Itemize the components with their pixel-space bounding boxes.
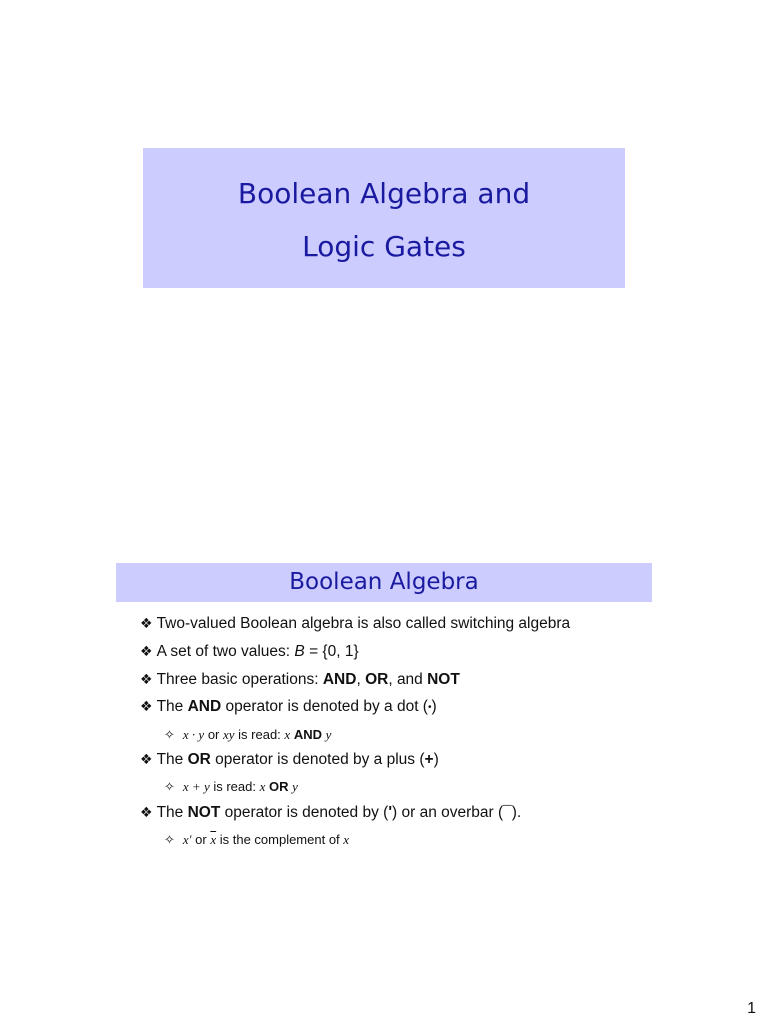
diamond-bullet-icon: ❖ <box>140 698 153 714</box>
bullet-basic-operations: ❖ Three basic operations: AND, OR, and NOT <box>140 671 460 688</box>
sub-bullet-complement: ✧ x′ or $\overline{x}$ is the complement of x <box>164 832 350 847</box>
sub-bullet-and-read: ✧ x · y or xy is read: x AND y <box>164 727 332 742</box>
diamond-bullet-icon: ❖ <box>140 671 153 687</box>
slide1-title-line2: Logic Gates <box>302 230 466 263</box>
sub-bullet-or-read: ✧ x + y is read: x OR y <box>164 779 298 794</box>
sparkle-bullet-icon: ✧ <box>164 832 175 847</box>
diamond-bullet-icon: ❖ <box>140 804 153 820</box>
sparkle-bullet-icon: ✧ <box>164 727 175 742</box>
slide2-header: Boolean Algebra <box>116 563 652 602</box>
sparkle-bullet-icon: ✧ <box>164 779 175 794</box>
bullet-two-values: ❖ A set of two values: B = {0, 1} <box>140 643 359 660</box>
diamond-bullet-icon: ❖ <box>140 615 153 631</box>
diamond-bullet-icon: ❖ <box>140 643 153 659</box>
bullet-switching-algebra: ❖ Two-valued Boolean algebra is also called switching algebra <box>140 615 571 632</box>
bullet-not-operator: ❖ The NOT operator is denoted by (') or an overbar (¯). <box>140 804 522 821</box>
page-number: 1 <box>747 1000 756 1017</box>
bullet-and-operator: ❖ The AND operator is denoted by a dot (•) <box>140 698 437 715</box>
slide1-title-box <box>143 148 625 288</box>
slide1-title-line1: Boolean Algebra and <box>237 177 531 210</box>
bullet-or-operator: ❖ The OR operator is denoted by a plus (+) <box>140 751 439 768</box>
diamond-bullet-icon: ❖ <box>140 751 153 767</box>
